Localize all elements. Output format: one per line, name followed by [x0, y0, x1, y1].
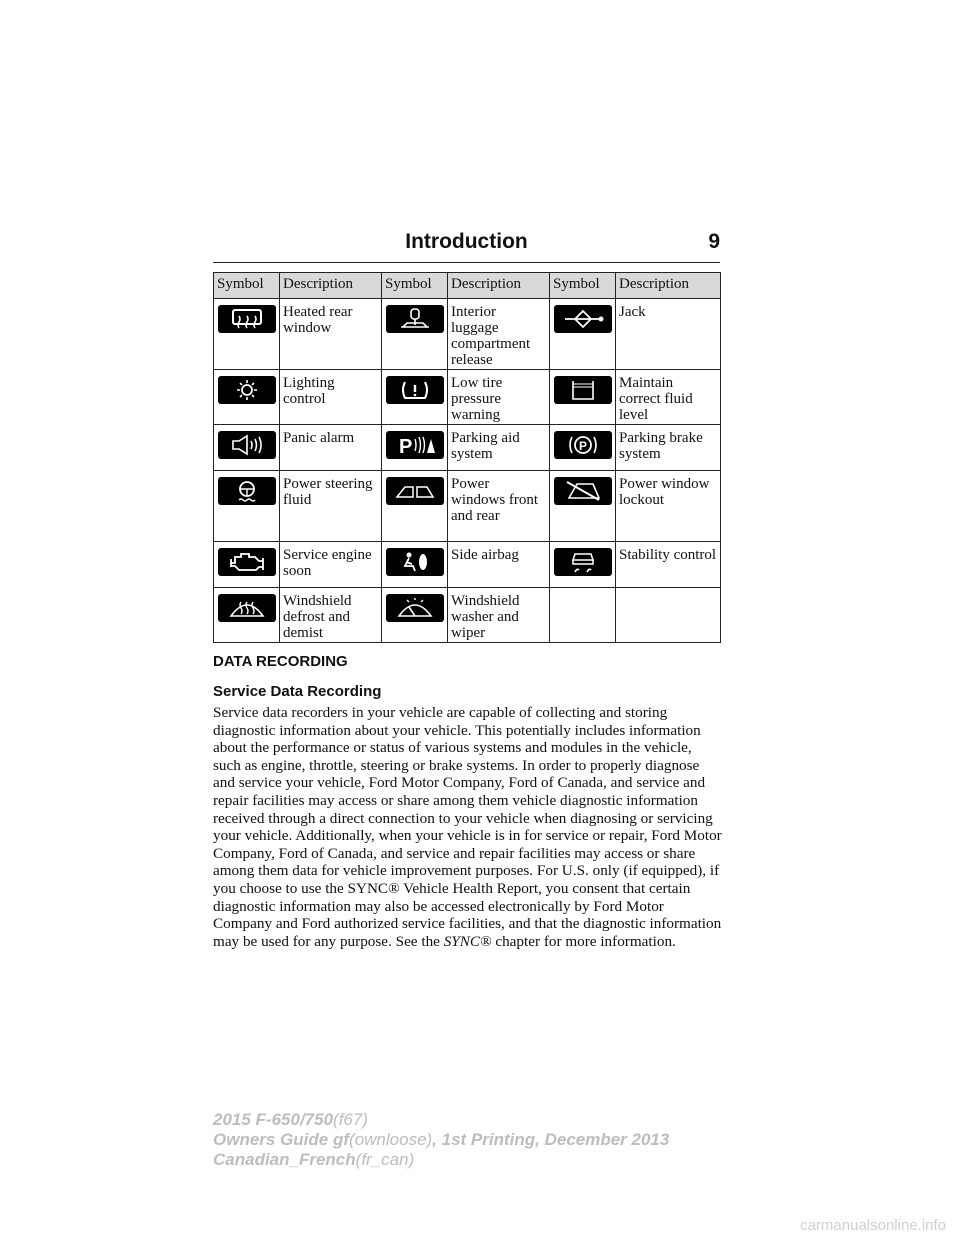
page-header — [213, 228, 720, 258]
fluid-level-icon — [554, 376, 612, 404]
lighting-control-icon — [218, 376, 276, 404]
description-cell: Stability control — [616, 542, 721, 588]
engine-icon — [218, 548, 276, 576]
column-header: Symbol — [550, 273, 616, 299]
symbol-cell — [382, 542, 448, 588]
interior-luggage-release-icon — [386, 305, 444, 333]
svg-text:P: P — [398, 436, 412, 457]
description-cell: Lighting control — [280, 370, 382, 425]
description-cell: Interior luggage compartment release — [448, 299, 550, 370]
symbol-cell — [214, 299, 280, 370]
footer-language: Canadian_French — [213, 1150, 356, 1169]
section-subheading: Service Data Recording — [213, 683, 382, 700]
description-cell: Service engine soon — [280, 542, 382, 588]
footer-locale: (fr_can) — [355, 1150, 415, 1169]
power-windows-icon — [386, 477, 444, 505]
description-cell: Windshield washer and wiper — [448, 588, 550, 643]
jack-icon — [554, 305, 612, 333]
description-cell: Panic alarm — [280, 425, 382, 471]
table-row — [214, 471, 721, 542]
description-cell: Side airbag — [448, 542, 550, 588]
description-cell: Windshield defrost and demist — [280, 588, 382, 643]
section-heading: DATA RECORDING — [213, 653, 348, 670]
description-cell: Maintain correct fluid level — [616, 370, 721, 425]
symbol-cell — [550, 370, 616, 425]
footer-code: (f67) — [333, 1110, 369, 1129]
stability-control-icon — [554, 548, 612, 576]
symbol-cell — [214, 471, 280, 542]
column-header: Symbol — [214, 273, 280, 299]
footer-binding: (ownloose) — [349, 1130, 433, 1149]
column-header: Description — [616, 273, 721, 299]
description-cell: Heated rear window — [280, 299, 382, 370]
table-row — [214, 299, 721, 370]
symbol-cell — [214, 542, 280, 588]
side-airbag-icon — [386, 548, 444, 576]
panic-alarm-icon — [218, 431, 276, 459]
description-cell: Parking brake system — [616, 425, 721, 471]
footer — [213, 1110, 669, 1170]
symbol-cell — [382, 299, 448, 370]
page-title: Introduction — [405, 230, 528, 253]
parking-aid-icon — [386, 431, 444, 459]
description-cell: Power steering fluid — [280, 471, 382, 542]
parking-brake-icon — [554, 431, 612, 459]
description-cell: Parking aid system — [448, 425, 550, 471]
footer-guide: Owners Guide gf — [213, 1130, 350, 1149]
watermark: carmanualsonline.info — [800, 1217, 946, 1234]
footer-model: 2015 F-650/750 — [213, 1110, 334, 1129]
paragraph-text: Service data recorders in your vehicle are capable of collecting and storing diagnostic information about your vehicle. This potentially includes information about the performance or status of various systems and modules in the vehicle, such as engine, throttle, steering or brake systems. In order to properly diagnose and service your vehicle, Ford Motor Company, Ford of Canada, and service and repair facilities may access or share among them vehicle diagnostic information received through a direct connection to your vehicle when diagnosing or servicing your vehicle. Additionally, when your vehicle is in for service or repair, Ford Motor Company, Ford of Canada, and service and repair facilities may access or share among them data for vehicle improvement purposes. For U.S. only (if equipped), if you choose to use the SYNC® Vehicle Health Report, you consent that certain diagnostic information may also be accessed electronically by Ford Motor Company and Ford authorized service facilities, and that the diagnostic information may be used for any purpose. See the — [213, 704, 722, 950]
paragraph-text-end: chapter for more information. — [491, 932, 676, 950]
symbol-cell — [214, 370, 280, 425]
windshield-washer-icon — [386, 594, 444, 622]
table-row — [214, 425, 721, 471]
windshield-defrost-icon — [218, 594, 276, 622]
symbol-cell — [382, 370, 448, 425]
heated-rear-window-icon — [218, 305, 276, 333]
symbol-cell — [214, 425, 280, 471]
svg-text:P: P — [578, 439, 587, 453]
symbol-cell — [550, 299, 616, 370]
symbol-cell — [382, 588, 448, 643]
symbol-cell — [214, 588, 280, 643]
description-cell: Jack — [616, 299, 721, 370]
symbol-cell — [550, 542, 616, 588]
symbol-cell — [382, 425, 448, 471]
column-header: Description — [280, 273, 382, 299]
table-row — [214, 542, 721, 588]
low-tire-pressure-icon — [386, 376, 444, 404]
empty-cell — [550, 588, 616, 643]
body-paragraph — [213, 704, 723, 950]
table-row — [214, 370, 721, 425]
header-divider — [213, 262, 720, 263]
footer-printing: , 1st Printing, December 2013 — [432, 1130, 670, 1149]
page-number: 9 — [708, 230, 720, 253]
window-lockout-icon — [554, 477, 612, 505]
power-steering-icon — [218, 477, 276, 505]
symbol-table — [213, 272, 721, 643]
column-header: Symbol — [382, 273, 448, 299]
table-header-row — [214, 273, 721, 299]
symbol-cell — [550, 425, 616, 471]
description-cell: Low tire pressure warning — [448, 370, 550, 425]
column-header: Description — [448, 273, 550, 299]
description-cell: Power window lockout — [616, 471, 721, 542]
description-cell: Power windows front and rear — [448, 471, 550, 542]
sync-chapter-link: SYNC® — [443, 932, 492, 950]
symbol-cell — [382, 471, 448, 542]
empty-cell — [616, 588, 721, 643]
table-row — [214, 588, 721, 643]
symbol-cell — [550, 471, 616, 542]
